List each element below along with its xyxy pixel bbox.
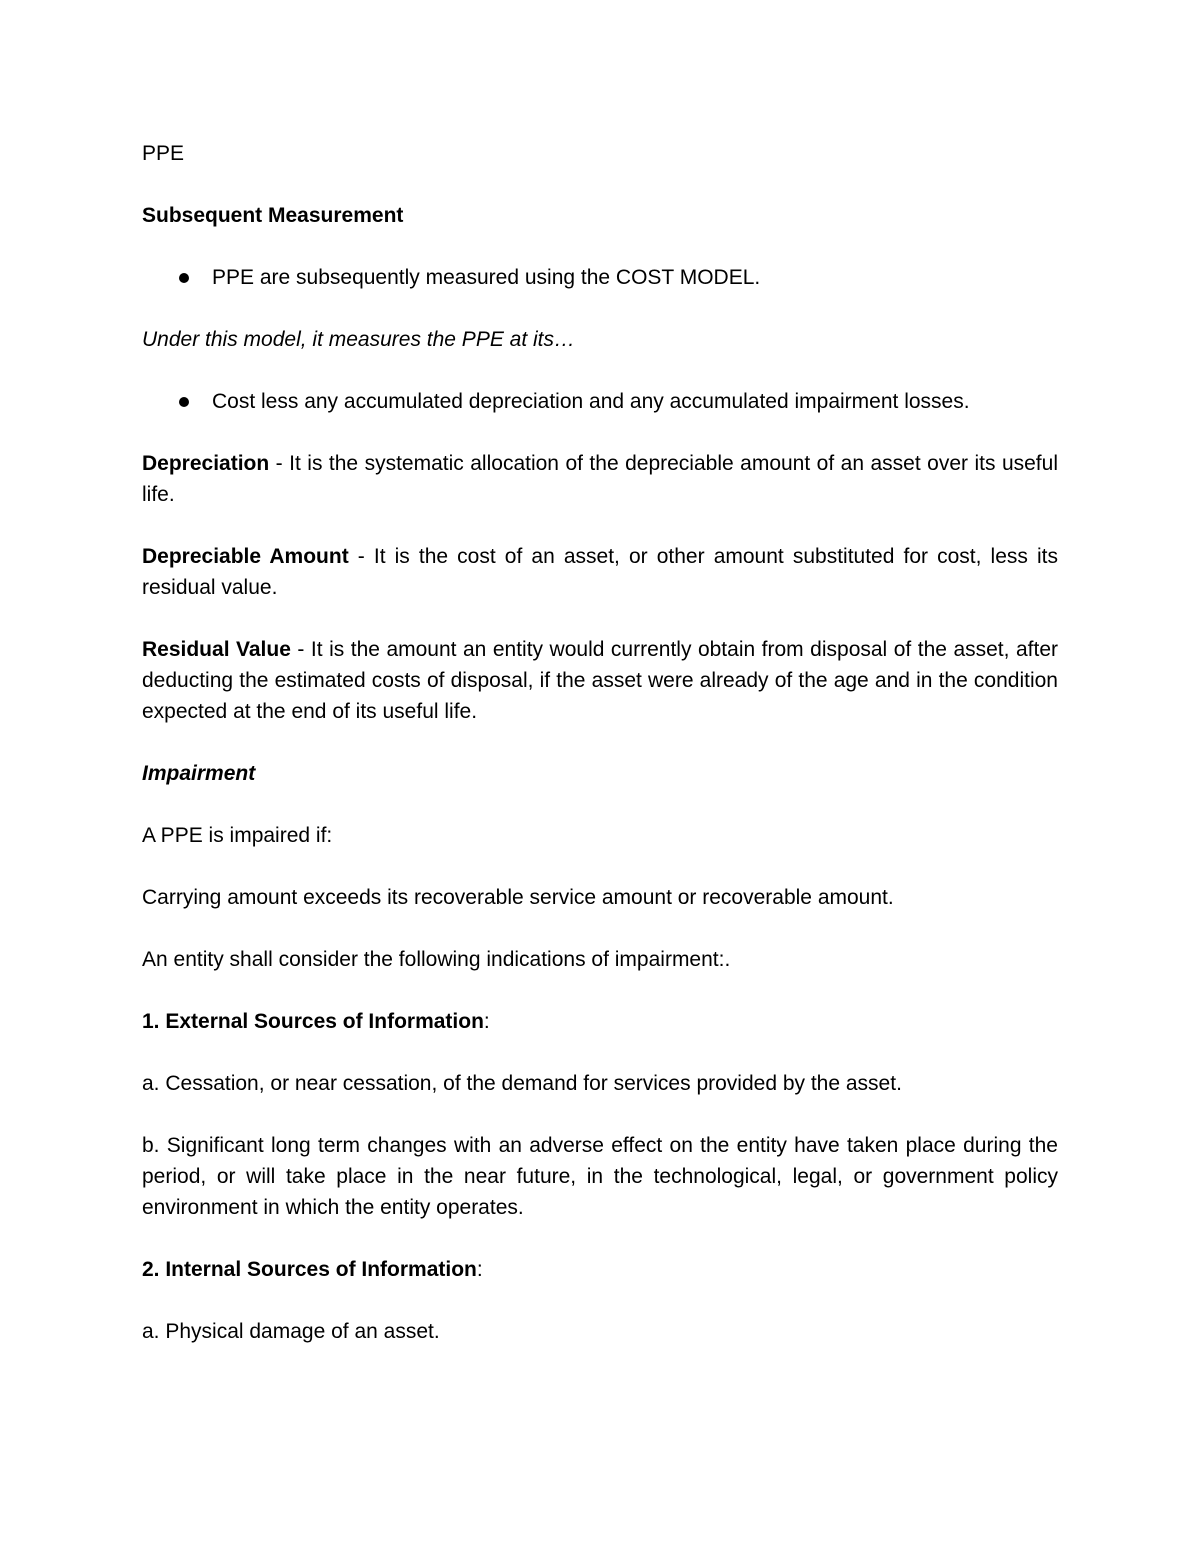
external-item-b: b. Significant long term changes with an adverse effect on the entity have taken place during the period, or will take place in the near future, in the technological, legal, or government policy environment in which the entity operates. — [142, 1134, 1058, 1219]
residual-value-definition: - It is the amount an entity would currently obtain from disposal of the asset, after deducting the estimated costs of disposal, if the asset were already of the age and in the condition expected at the end of its useful life. — [142, 638, 1058, 723]
internal-item-a: a. Physical damage of an asset. — [142, 1320, 440, 1343]
external-item-a: a. Cessation, or near cessation, of the demand for services provided by the asset. — [142, 1072, 902, 1095]
depreciable-amount-paragraph — [142, 541, 1058, 603]
subsequent-measurement-heading: Subsequent Measurement — [142, 204, 404, 227]
bullet-cost-model-text: PPE are subsequently measured using the COST MODEL. — [212, 266, 761, 289]
bullet-cost-less-text: Cost less any accumulated depreciation and any accumulated impairment losses. — [212, 390, 970, 413]
impaired-if-text: A PPE is impaired if: — [142, 824, 333, 847]
impairment-heading: Impairment — [142, 762, 256, 785]
internal-sources-label: 2. Internal Sources of Information — [142, 1258, 477, 1281]
depreciable-amount-term: Depreciable Amount — [142, 545, 349, 568]
bullet-cost-model — [142, 262, 1058, 293]
external-sources-label: 1. External Sources of Information — [142, 1010, 484, 1033]
residual-value-paragraph — [142, 634, 1058, 727]
depreciation-definition: - It is the systematic allocation of the depreciable amount of an asset over its useful life. — [142, 452, 1058, 506]
residual-value-term: Residual Value — [142, 638, 291, 661]
document-page — [142, 138, 1058, 1347]
bullet-icon — [179, 397, 189, 407]
external-sources-colon: : — [483, 1010, 490, 1033]
under-model-text: Under this model, it measures the PPE at its… — [142, 328, 576, 351]
document-title: PPE — [142, 142, 185, 165]
external-sources-heading — [142, 1006, 1058, 1037]
depreciation-term: Depreciation — [142, 452, 270, 475]
bullet-cost-less — [142, 386, 1058, 417]
carrying-amount-text: Carrying amount exceeds its recoverable service amount or recoverable amount. — [142, 886, 894, 909]
internal-sources-heading — [142, 1254, 1058, 1285]
depreciable-amount-definition: - It is the cost of an asset, or other amount substituted for cost, less its residual value. — [142, 545, 1058, 599]
indications-text: An entity shall consider the following indications of impairment:. — [142, 948, 731, 971]
bullet-icon — [179, 273, 189, 283]
internal-sources-colon: : — [476, 1258, 483, 1281]
depreciation-paragraph — [142, 448, 1058, 510]
